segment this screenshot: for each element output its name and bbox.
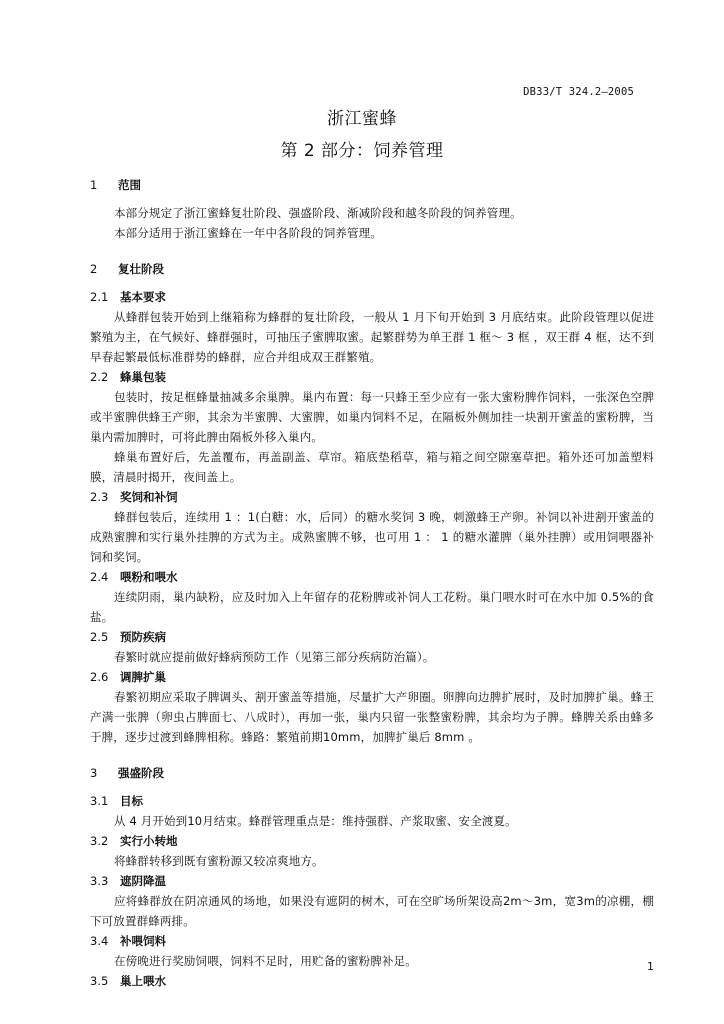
paragraph: 本部分规定了浙江蜜蜂复壮阶段、强盛阶段、渐减阶段和越冬阶段的饲养管理。: [114, 206, 522, 220]
paragraph: 在傍晚进行奖励饲喂，饲料不足时，用贮备的蜜粉脾补足。: [114, 954, 417, 968]
subsection-number: 2.4: [90, 570, 109, 584]
document-title: 浙江蜜蜂: [327, 109, 397, 129]
paragraph: 蜂群包装后，连续用 1 ：1(白糖：水，后同）的糖水奖饲 3 晚，刺激蜂王产卵。补饲以补进割开蜜盖的成熟蜜脾和实行巢外挂脾的方式为主。成熟蜜脾不够，也可用 1 ： 1 的糖水灌脾（巢外挂脾）或用饲喂器补饲和奖饲。: [90, 510, 654, 564]
subsection-number: 3.5: [90, 974, 109, 988]
paragraph: 从蜂群包装开始到上继箱称为蜂群的复壮阶段，一般从 1 月下旬开始到 3 月底结束。此阶段管理以促进繁殖为主，在气候好、蜂群强时，可抽压子蜜脾取蜜。起繁群势为单王群 1 框～ 3 框 ，双王群 4 框，达不到早春起繁最低标准群势的蜂群，应合并组成双王群繁殖。: [90, 310, 654, 364]
subsection-title: 遮阴降温: [120, 874, 166, 888]
subsection-heading: [90, 287, 654, 307]
subsection-heading: [90, 931, 654, 951]
subsection-heading: [90, 567, 654, 587]
paragraph: 包装时，按足框蜂量抽减多余巢脾。巢内布置：每一只蜂王至少应有一张大蜜粉脾作饲料，一张深色空脾或半蜜脾供蜂王产卵，其余为半蜜脾、大蜜脾，如巢内饲料不足，在隔板外侧加挂一块割开蜜盖的蜜粉脾，当巢内需加脾时，可将此脾由隔板外移入巢内。: [90, 390, 654, 444]
subsection-number: 3.2: [90, 834, 109, 848]
subsection-title: 奖饲和补饲: [120, 490, 178, 504]
subsection-heading: [90, 667, 654, 687]
subsection-title: 基本要求: [120, 290, 166, 304]
subsection-title: 巢上喂水: [120, 974, 166, 988]
subsection-heading: [90, 487, 654, 507]
subsection-title: 补喂饲料: [120, 934, 166, 948]
subsection-title: 实行小转地: [120, 834, 178, 848]
page-number: 1: [647, 960, 654, 973]
section-heading: [90, 175, 654, 195]
subsection-number: 3.1: [90, 794, 109, 808]
subsection-heading: [90, 791, 654, 811]
subsection-heading: [90, 971, 654, 991]
subsection-number: 2.5: [90, 630, 109, 644]
paragraph: 应将蜂群放在阴凉通风的场地，如果没有遮阴的树木，可在空旷场所架设高2m～3m，宽3m的凉棚，棚下可放置群蜂两排。: [90, 894, 654, 928]
standard-code: DB33/T 324.2—2005: [523, 86, 634, 98]
paragraph: 连续阴雨，巢内缺粉，应及时加入上年留存的花粉脾或补饲人工花粉。巢门喂水时可在水中加 0.5%的食盐。: [90, 590, 654, 624]
paragraph: 从 4 月开始到10月结束。蜂群管理重点是：维持强群、产浆取蜜、安全渡夏。: [114, 814, 517, 828]
section-title: 范围: [118, 178, 141, 192]
subsection-title: 目标: [120, 794, 143, 808]
section-title: 强盛阶段: [118, 766, 164, 780]
document-subtitle: 第 2 部分：饲养管理: [280, 141, 444, 161]
subsection-heading: [90, 367, 654, 387]
subsection-title: 蜂巢包装: [120, 370, 166, 384]
subsection-title: 预防疾病: [120, 630, 166, 644]
subsection-heading: [90, 831, 654, 851]
subsection-number: 2.6: [90, 670, 109, 684]
section-heading: [90, 259, 654, 279]
paragraph: 蜂巢布置好后，先盖覆布，再盖副盖、草帘。箱底垫稻草，箱与箱之间空隙塞草把。箱外还可加盖塑料膜，清晨时揭开，夜间盖上。: [90, 450, 654, 484]
subsection-title: 调脾扩巢: [120, 670, 166, 684]
paragraph: 春繁初期应采取子脾调头、割开蜜盖等措施，尽量扩大产卵圈。卵脾向边脾扩展时，及时加脾扩巢。蜂王产满一张脾（卵虫占脾面七、八成时），再加一张，巢内只留一张整蜜粉脾，其余均为子脾。蜂脾关系由蜂多于脾，逐步过渡到蜂脾相称。蜂路：繁殖前期10mm，加脾扩巢后 8mm 。: [90, 690, 654, 744]
section-number: 3: [90, 766, 98, 780]
paragraph: 春繁时就应提前做好蜂病预防工作（见第三部分疾病防治篇）。: [114, 650, 435, 664]
subsection-heading: [90, 627, 654, 647]
paragraph: 本部分适用于浙江蜜蜂在一年中各阶段的饲养管理。: [114, 226, 382, 240]
subsection-number: 3.3: [90, 874, 109, 888]
subsection-number: 2.3: [90, 490, 109, 504]
section-heading: [90, 763, 654, 783]
subsection-number: 2.1: [90, 290, 109, 304]
subsection-title: 喂粉和喂水: [120, 570, 178, 584]
paragraph: 将蜂群转移到既有蜜粉源又较凉爽地方。: [114, 854, 324, 868]
section-number: 1: [90, 178, 98, 192]
section-title: 复壮阶段: [118, 262, 164, 276]
subsection-heading: [90, 871, 654, 891]
document-body: [90, 175, 654, 991]
subsection-number: 2.2: [90, 370, 109, 384]
subsection-number: 3.4: [90, 934, 109, 948]
section-number: 2: [90, 262, 98, 276]
